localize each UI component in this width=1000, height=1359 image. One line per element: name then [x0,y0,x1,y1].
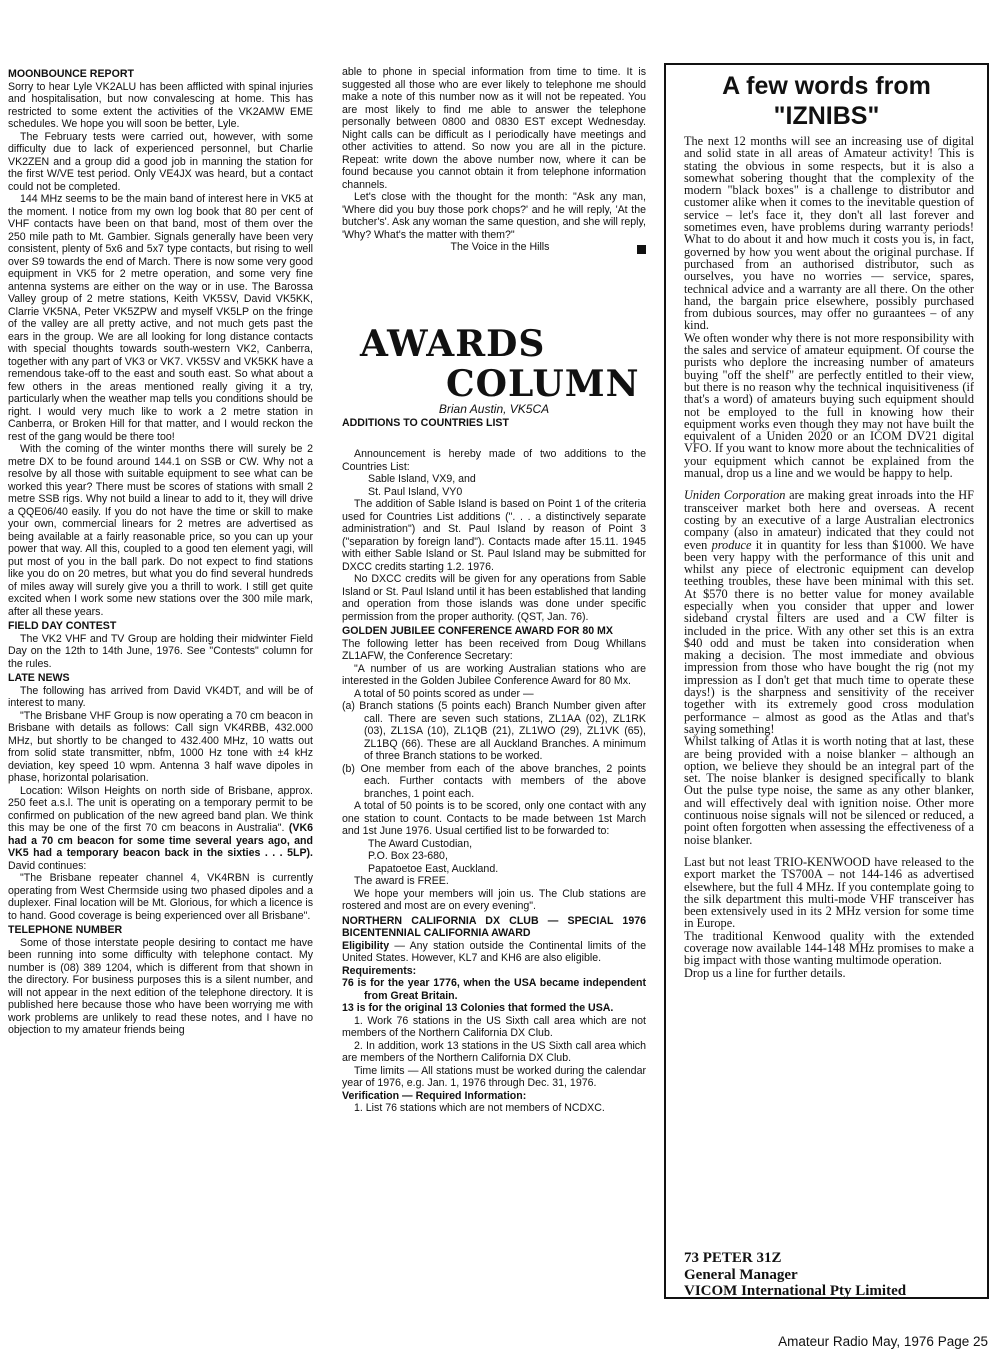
ad-para-6: The traditional Kenwood quality with the extended coverage now available 144-148 MHz promises to make a big impact with those wanting multimode operation. [684,928,974,968]
ad-title-line-2: "IZNIBS" [773,102,880,130]
telephone-heading: TELEPHONE NUMBER [8,924,123,936]
awards-byline: Brian Austin, VK5CA [438,402,550,416]
additions-para-1: Announcement is hereby made of two additions to the Countries List: [342,448,646,473]
ad-body [684,135,974,979]
golden-jubilee-address-3: Papatoetoe East, Auckland. [368,862,499,875]
golden-jubilee-para-5: We hope your members will join us. The Club stations are rostered and most are on every evening". [342,887,646,912]
moonbounce-heading: MOONBOUNCE REPORT [8,68,134,80]
additions-item-stpaul: St. Paul Island, VY0 [368,485,463,498]
ad-sign-title: General Manager [684,1266,798,1283]
golden-jubilee-free: The award is FREE. [354,875,449,887]
ncdxc-heading: NORTHERN CALIFORNIA DX CLUB — SPECIAL 1976 BICENTENNIAL CALIFORNIA AWARD [342,914,646,939]
ncdxc-rule-1: 1. Work 76 stations in the US Sixth call area which are not members of the Northern California DX Club. [342,1014,646,1039]
vicom-advertisement [664,63,989,1299]
ncdxc-requirements-label: Requirements: [342,964,417,977]
moonbounce-para-4 [8,443,313,618]
fieldday-para: The VK2 VHF and TV Group are holding their midwinter Field Day on the 12th to 14th June, 1976. See "Contests" column for the rules. [8,632,313,670]
latenews-para-2: "The Brisbane VHF Group is now operating a 70 cm beacon in Brisbane with details as follows: Call sign VK4RBB, 432.000 MHz, but shortly to be changed to 432.400 MHz, 10 watts out from solid state transmitter, nbfm, 1000 Hz tone with ±4 kHz deviation, key speed 10 wpm. Antenna 3 half wave dipoles in phase, horizontal polarisation. [8,709,313,784]
additions-item-sable: Sable Island, VX9, and [368,473,476,485]
golden-jubilee-para-2: "A number of us are working Australian stations who are interested in the Golden Jubilee Conference Award for 80 Mx. [342,662,646,687]
golden-jubilee-item-a: (a) Branch stations (5 points each) Branch Number given after call. There are seven such stations, ZL1AA (02), ZL1RK (03), ZL1SA (10), ZL1QB (21), ZL1WO (29), ZL1VK (65), ZL1BQ (66). These are all Auckland Branches. A minimum of three Branch stations to be worked. [342,700,646,762]
ncdxc-eligibility [342,940,646,965]
fieldday-heading: FIELD DAY CONTEST [8,620,117,632]
golden-jubilee-para-3: A total of 50 points scored as under — [354,687,534,700]
telephone-para: Some of those interstate people desiring to contact me have been running into some difficulty with telephone contact. My number is (08) 389 1204, which is different from that shown in the directory. For business purposes this is a silent number, and will not appear in the next edition of the telephone directory. It is published here because those who have been worrying me with work problems are unlikely to read these notes, and I have no objection to my amateur friends being [8,936,313,1036]
ncdxc-eligibility-text: — Any station outside the Continental limits of the United States. However, KL7 and KH6 are also eligible. [342,939,646,964]
golden-jubilee-para-4: A total of 50 points is to be scored, only one contact with any one station to count. Contacts to be made between 1st March and 1st June 1976. Usual certified list to be forwarded to: [342,800,646,837]
latenews-para-3 [8,785,313,873]
ncdxc-76: 76 is for the year 1776, when the USA became independent from Great Britain. [342,977,646,1002]
golden-jubilee-para-1: The following letter has been received from Doug Whillans ZL1AFW, the Conference Secretary: [342,637,646,662]
page-footer: Amateur Radio May, 1976 Page 25 [778,1334,988,1349]
moonbounce-para-4-text: With the coming of the winter months there will surely be 2 metre DX to be found around 144.1 on SSB or CW. Why not a resolve by all those with suitable equipment to see what can be worked this year? There must be scores of stations with small 2 metre SSB rigs. Why not build a linear to add to it, they will drive a QQE06/40 easily. If you do not have the time or skill to make your own, commercial linears for 2 metres are advertised as being available at a fairly reasonable price, so you can up your power that way. All this, coupled to a good ten element yagi, will put most of you in the ball park. Do not expect to find stations like you do on 20 metres, but what you do find several hundreds of miles away will surely give you a thrill to work. I still get quite excited when I work some new stations over the 300 mile mark, after all these years. [8,443,313,618]
ad-sign-callsign: 73 PETER 31Z [684,1250,782,1266]
awards-title-line-2: COLUMN [446,363,640,405]
ncdxc-time-limits: Time limits — All stations must be worked during the calendar year of 1976, e.g. Jan. 1, 1976 through Dec. 31, 1976. [342,1064,646,1089]
latenews-editor-note: (VK6 had a 70 cm beacon for some time several years ago, and VK5 had a temporary beacon back in the sixties . . . 5LP). [8,822,313,859]
column-middle-awards [342,448,646,1115]
signoff-voice-in-the-hills: The Voice in the Hills [450,241,550,253]
telephone-continued: able to phone in special information from time to time. It is suggested all those who are ever likely to telephone me should make a note of this number now as it will not be repeated. You are most likely to find me able to answer the telephone personally between 0800 and 0830 EST except Wednesday. Night calls can be difficult as I periodically have meetings and other activities to attend. So now you are all in the picture. Repeat: write down the above number now, where it can be found because you cannot obtain it from telephone information channels. [342,66,646,191]
additions-para-2: The addition of Sable Island is based on Point 1 of the criteria used for Countries List additions (". . . a distinctively separate administration") and St. Paul Island by reason of Point 3 ("separation by foreign land"). Contacts made after 15.11. 1945 with either Sable Island or St. Paul Island may be submitted for DXCC credits starting 1.2. 1976. [342,498,646,573]
ad-para-7: Drop us a line for further details. [684,965,846,980]
ncdxc-rule-2: 2. In addition, work 13 stations in the US Sixth call area which are members of the Northern California DX Club. [342,1039,646,1064]
moonbounce-para-1: Sorry to hear Lyle VK2ALU has been afflicted with spinal injuries and hospitalisation, but now convalescing at home. This has restricted to some extent the activities of the VK2AMW EME schedules. We hope you will soon be better, Lyle. [8,80,313,130]
thought-for-month: Let's close with the thought for the month: "Ask any man, 'Where did you buy those pork chops?' and he will reply, 'At the butcher's'. Ask any woman the same question, and she will reply, 'Why? What's the matter with them?" [342,191,646,241]
ad-title [666,71,987,131]
golden-jubilee-item-b: (b) One member from each of the above branches, 2 points each. Further contacts with members of the above branches, 1 point each. [342,762,646,800]
latenews-para-3-text: Location: Wilson Heights on north side of Brisbane, approx. 250 feet a.s.l. The unit is operating on a temporary permit to be confirmed on publication of the new agreed band plan. We think this may be one of the first 70 cm beacons in Australia". [8,784,313,834]
latenews-para-3-tail: David continues: [8,859,87,872]
ad-title-line-1: A few words from [722,72,931,100]
golden-jubilee-heading: GOLDEN JUBILEE CONFERENCE AWARD FOR 80 MX [342,625,613,637]
awards-title-line-1: AWARDS [360,323,546,365]
ad-para-2: We often wonder why there is not more responsibility with the sales and service of amateur equipment. Of course the purists who deplore the increasing number of amateurs buying "off the shelf" are perfectly entitled to their view, but there is no reason why the technical inquisitiveness (if that's a word) of amateurs buying such equipment should not be employed to the full in knowing how their equipment works even though they may not have built the equivalent of a Uniden 2020 or an ICOM DV21 digital VFO. If you want to know more about the technicalities of your equipment which cannot be explained from the manual, drop us a line and we would be happy to help. [684,330,974,481]
ad-sign-company: VICOM International Pty Limited [684,1283,907,1299]
latenews-heading: LATE NEWS [8,672,70,684]
ad-para-5: Last but not least TRIO-KENWOOD have released to the export market the TS700A – not 144-146 as advertised elsewhere, but the full 4 MHz. If you contemplate going to the silk department this multi-mode VHF transceiver has been extensively used in its 2 MHz version for some time in Europe. [684,854,974,931]
moonbounce-para-3: 144 MHz seems to be the main band of interest here in VK5 at the moment. I notice from my own log book that 80 per cent of VHF contacts have been on that band, most of them over the 250 mile path to Mt. Gambier. Signals generally have been very consistent, plenty of 5x6 and 5x7 type contacts, but rising to well over S9 towards the end of March. There is now some very good equipment in VK5 for 2 metre operation, and some very fine antenna systems are either on the way or in use. The Barossa Valley group of 2 metre stations, Keith VK5SV, David VK5KK, Clarrie VK5NA, Peter VK5ZPW and myself VK5LP on the fringe of the valley are all pretty active, and not much gets past the ears in the group. We are all looking for long distance contacts with special thoughts towards south-western VK2, Canberra, together with any part of VK3 or VK7. VK5SV and VK5KK have a remendous take-off to the east and south east. So what about a few others in the areas mentioned really giving it a try, particularly when the weather map tells you conditions should be right. I would very much like to work a 2 metre station in Canberra, or Broken Hill for that matter, and I would reckon the rest of the gang would be there too! [8,193,313,443]
end-mark-square-icon [637,245,646,254]
ad-produce-emphasis: produce [711,537,752,552]
ad-para-4: Whilst talking of Atlas it is worth noting that at last, these are being provided with a noise blanker – although an option, we believe they should be an integral part of the set. The noise blanker is designed specifically to blank Out the pulse type noise, the same as any other blanker, and will effectively deal with ignition noise. Other more continuous noise signals will not be silenced or reduced, a point often forgotten when assessing the effectiveness of a noise blanker. [684,734,974,847]
latenews-para-4: "The Brisbane repeater channel 4, VK4RBN is currently operating from West Chermside using two phased dipoles and a duplexer. Final location will be Mt. Glorious, for which a licence is to hand. Good coverage is being experienced over all Brisbane". [8,872,313,922]
column-left [8,66,313,1037]
golden-jubilee-address-2: P.O. Box 23-680, [368,850,448,862]
latenews-para-1: The following has arrived from David VK4DT, and will be of interest to many. [8,684,313,709]
ad-para-3-tail: it in quantity for less than $1000. We have been very happy with the performance of this unit and whilst any piece of electronic equipment can develop teething troubles, these have been minimal with this set. At $570 there is no better value for money available especially when you consider that upper and lower sideband crystal filters are used and a CW filter is included in the price. With any other set this is an extra $40 odd and must be taken into consideration when making a decision. The most immediate and obvious impression from those who have bought the rig (not my impression as I don't get that much time to operate these days!) is the sharpness and sensitivity of the receiver together with its extremely good cross modulation performance – almost as good as the Atlas and that's saying something! [684,537,974,736]
ad-para-3 [684,489,974,735]
ncdxc-verification: Verification — Required Information: [342,1089,527,1102]
ad-para-1: The next 12 months will see an increasing use of digital and solid state in all areas of Amateur activity! This is stating the obvious in some respects, but it is also a somewhat sobering thought that the complexity of the modern "black boxes" is a challenge to distributor and customer alike when it comes to the inevitable question of service – let's face it, they don't all last forever and sometimes even, have problems during warranty periods! What to do about it and how much it costs you is, in fact, governed by how you went about the original purchase. If purchased from an authorised distributor, such as ourselves, you have no worries — service, spares, technical advice and a warranty are all there. On the other hand, the bargain price elsewhere, possibly purchased from dubious sources, may offer no guraantees – of any kind. [684,134,974,333]
ncdxc-13: 13 is for the original 13 Colonies that formed the USA. [342,1002,614,1014]
golden-jubilee-address-1: The Award Custodian, [368,837,473,850]
ad-signature [684,1250,974,1300]
column-middle-top [342,66,646,254]
ad-para-3-text: are making great inroads into the HF transceiver market both here and overseas. A recent costing by an executive of a large Australian electronics company (also in amateur) indicated that they could not even [684,488,974,552]
signoff-row [342,241,646,254]
additions-para-3: No DXCC credits will be given for any operations from Sable Island or St. Paul Island until it has been established that landing and operation from those islands was done under specific permission from the proper authority. (QST, Jan. 76). [342,573,646,623]
ad-uniden-corporation: Uniden Corporation [684,488,786,503]
moonbounce-para-2: The February tests were carried out, however, with some difficulty due to lack of experienced personnel, but Charlie VK2ZEN and a group did a good job in manning the station for the first W/VE test period. Only VE4JX was heard, but a contact could not be completed. [8,130,313,193]
additions-heading: ADDITIONS TO COUNTRIES LIST [342,417,509,429]
awards-column-title [360,323,640,405]
ncdxc-verification-1: 1. List 76 stations which are not members of NCDXC. [354,1102,605,1114]
ncdxc-eligibility-label: Eligibility [342,939,390,952]
